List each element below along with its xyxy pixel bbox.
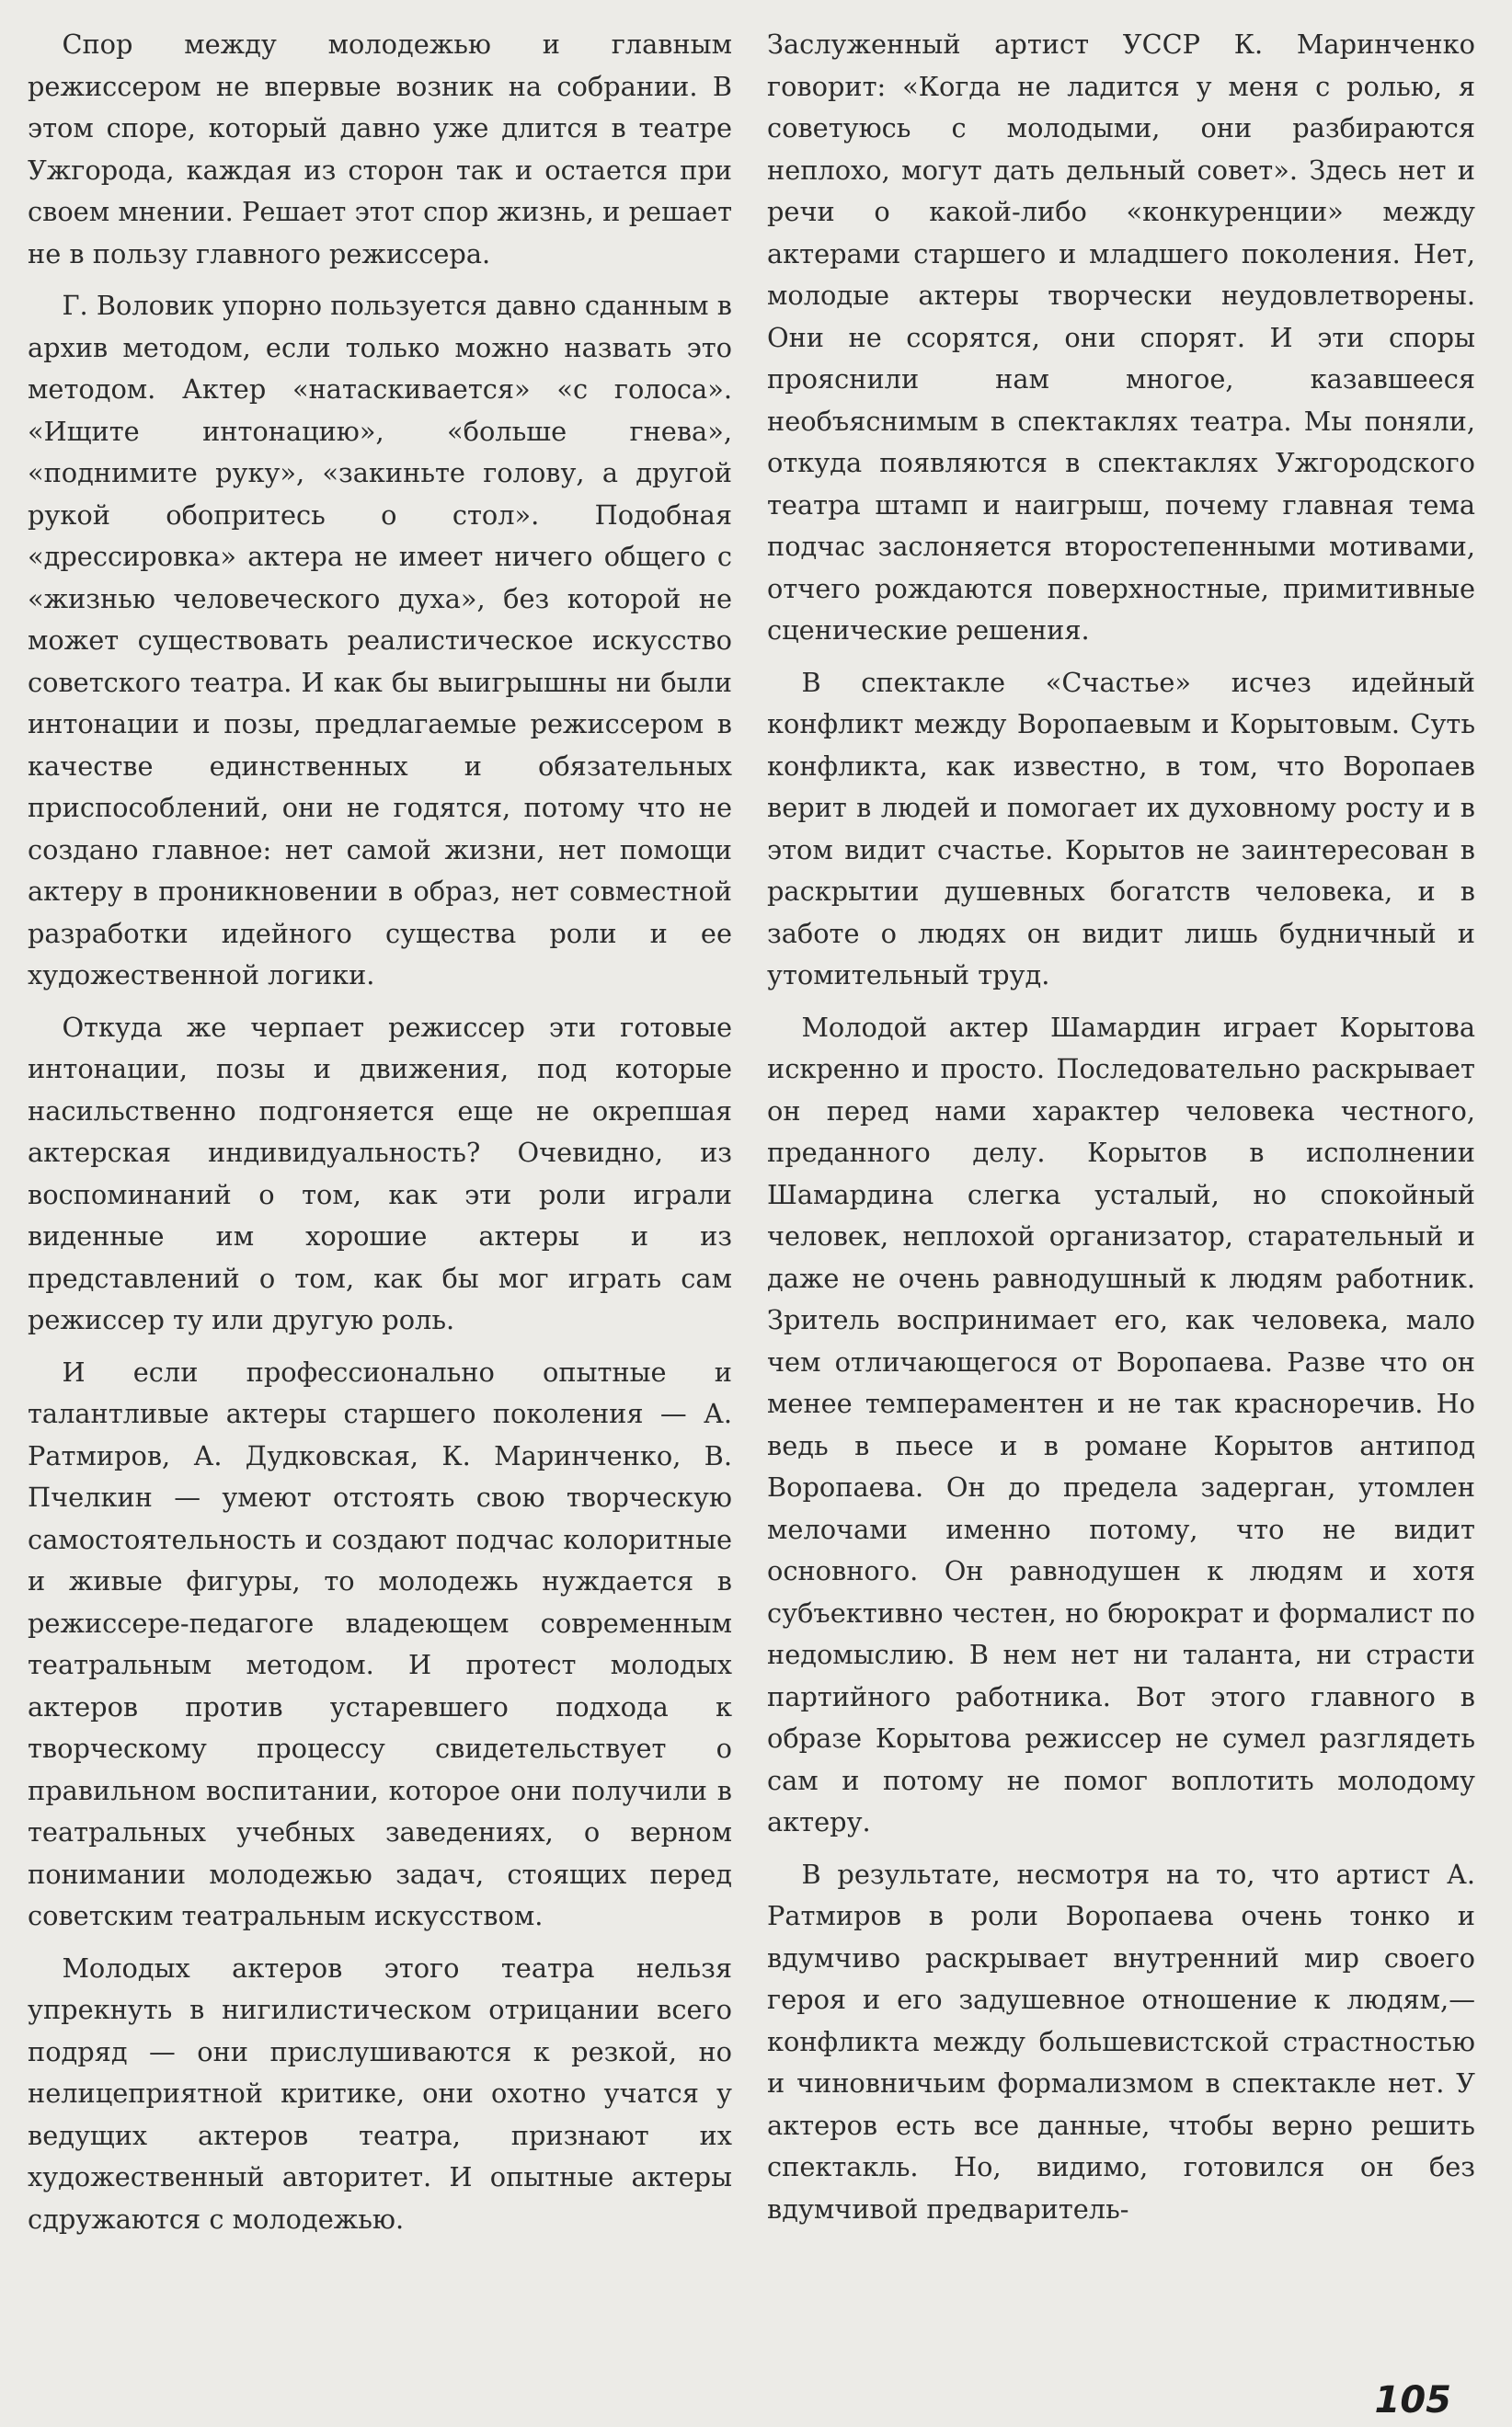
right-column [767, 24, 1475, 2240]
paragraph: В спектакле «Счастье» исчез идейный конфликт между Воропаевым и Корытовым. Суть конфликта, как известно, в том, что Воропаев верит в людей и помогает их духовному росту и в этом видит счастье. Корытов не заинтересован в раскрытии душевных богатств человека, и в заботе о людях он видит лишь будничный и утомительный труд. [767, 666, 1475, 990]
paragraph: Молодых актеров этого театра нельзя упрекнуть в нигилистическом отрицании всего подряд — они прислушиваются к резкой, но нелицеприятной критике, они охотно учатся у ведущих актеров театра, признают их художественный авторитет. И опытные актеры сдружаются с молодежью. [28, 1952, 732, 2235]
paragraph: Откуда же черпает режиссер эти готовые интонации, позы и движения, под которые насильственно подгоняется еще не окрепшая актерская индивидуальность? Очевидно, из воспоминаний о том, как эти роли играли виденные им хорошие актеры и из представлений о том, как бы мог играть сам режиссер ту или другую роль. [28, 1011, 732, 1335]
paragraph: Г. Воловик упорно пользуется давно сданным в архив методом, если только можно назвать это методом. Актер «натаскивается» «с голоса». «Ищите интонацию», «больше гнева», «поднимите руку», «закиньте голову, а другой рукой обопритесь о стол». Подобная «дрессировка» актера не имеет ничего общего с «жизнью человеческого духа», без которой не может существовать реалистическое искусство советского театра. И как бы выигрышны ни были интонации и позы, предлагаемые режиссером в качестве единственных и обязательных приспособлений, они не годятся, потому что не создано главное: нет самой жизни, нет помощи актеру в проникновении в образ, нет совместной разработки идейного существа роли и ее художественной логики. [28, 290, 732, 990]
paragraph: Заслуженный артист УССР К. Маринченко говорит: «Когда не ладится у меня с ролью, я советуюсь с молодыми, они разбираются неплохо, могут дать дельный совет». Здесь нет и речи о какой-либо «конкуренции» между актерами старшего и младшего поколения. Нет, молодые актеры творчески неудовлетворены. Они не ссорятся, они спорят. И эти споры прояснили нам многое, казавшееся необъяснимым в спектаклях театра. Мы поняли, откуда появляются в спектаклях Ужгородского театра штамп и наигрыш, почему главная тема подчас заслоняется второстепенными мотивами, отчего рождаются поверхностные, примитивные сценические решения. [767, 29, 1475, 646]
page-number: 105 [1374, 2379, 1451, 2421]
paragraph: В результате, несмотря на то, что артист А. Ратмиров в роли Воропаева очень тонко и вдумчиво раскрывает внутренний мир своего героя и его задушевное отношение к людям,—конфликта между большевистской страстностью и чиновничьим формализмом в спектакле нет. У актеров есть все данные, чтобы верно решить спектакль. Но, видимо, готовился он без вдумчивой предваритель- [767, 1858, 1475, 2225]
paragraph: И если профессионально опытные и талантливые актеры старшего поколения — А. Ратмиров, А. Дудковская, К. Маринченко, В. Пчелкин — умеют отстоять свою творческую самостоятельность и создают подчас колоритные и живые фигуры, то молодежь нуждается в режиссере-педагоге владеющем современным театральным методом. И протест молодых актеров против устаревшего подхода к творческому процессу свидетельствует о правильном воспитании, которое они получили в театральных учебных заведениях, о верном понимании молодежью задач, стоящих перед советским театральным искусством. [28, 1356, 732, 1931]
paragraph: Молодой актер Шамардин играет Корытова искренно и просто. Последовательно раскрывает он перед нами характер человека честного, преданного делу. Корытов в исполнении Шамардина слегка усталый, но спокойный человек, неплохой организатор, старательный и даже не очень равнодушный к людям работник. Зритель воспринимает его, как человека, мало чем отличающегося от Воропаева. Разве что он менее темпераментен и не так красноречив. Но ведь в пьесе и в романе Корытов антипод Воропаева. Он до предела задерган, утомлен мелочами именно потому, что не видит основного. Он равнодушен к людям и хотя субъективно честен, но бюрократ и формалист по недомыслию. В нем нет ни таланта, ни страсти партийного работника. Вот этого главного в образе Корытова режиссер не сумел разглядеть сам и потому не помог воплотить молодому актеру. [767, 1011, 1475, 1837]
paragraph: Спор между молодежью и главным режиссером не впервые возник на собрании. В этом споре, который давно уже длится в театре Ужгорода, каждая из сторон так и остается при своем мнении. Решает этот спор жизнь, и решает не в пользу главного режиссера. [28, 29, 732, 269]
left-column [28, 24, 732, 2250]
